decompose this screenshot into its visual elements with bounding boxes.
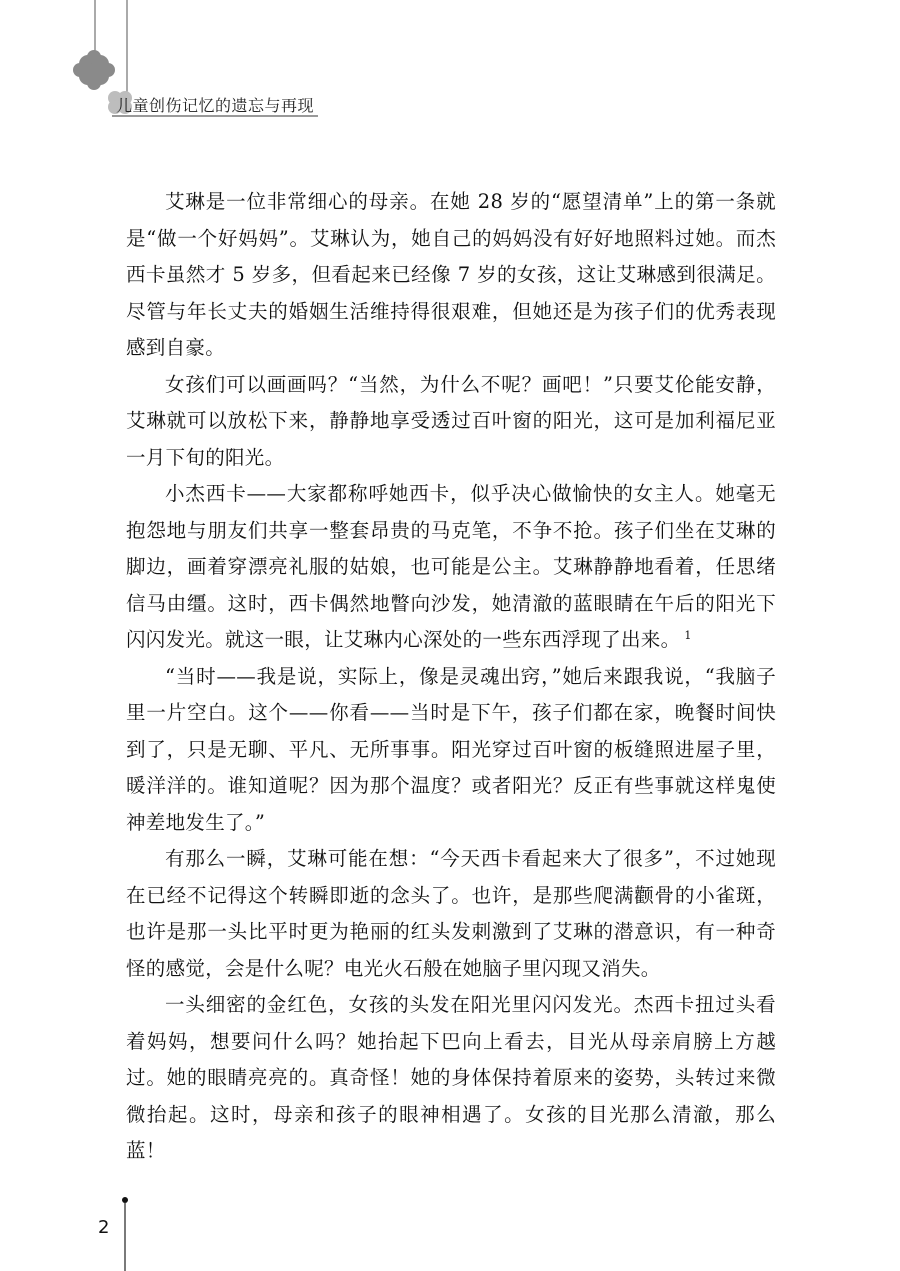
paragraph-1: 艾琳是一位非常细心的母亲。在她 28 岁的“愿望清单”上的第一条就是“做一个好妈妈”。艾琳认为，她自己的妈妈没有好好地照料过她。而杰西卡虽然才 5 岁多，但看起来已经像 7 岁的女孩，这让艾琳感到很满足。尽管与年长丈夫的婚姻生活维持得很艰难，但她还是为孩子们的优秀表现感到自豪。 (126, 190, 776, 359)
paragraph-3 (126, 476, 776, 659)
running-title: 儿童创伤记忆的遗忘与再现 (116, 96, 315, 115)
footnote-marker[interactable]: 1 (684, 628, 692, 642)
flower-ornament-icon (73, 50, 115, 90)
paragraph-6: 一头细密的金红色，女孩的头发在阳光里闪闪发光。杰西卡扭过头看着妈妈，想要问什么吗？她抬起下巴向上看去，目光从母亲肩膀上方越过。她的眼睛亮亮的。真奇怪！她的身体保持着原来的姿势，头转过来微微抬起。这时，母亲和孩子的眼神相遇了。女孩的目光那么清澈，那么蓝！ (126, 993, 776, 1162)
footer-ornament (0, 1190, 140, 1271)
paragraph-3-text: 小杰西卡——大家都称呼她西卡，似乎决心做愉快的女主人。她毫无抱怨地与朋友们共享一整套昂贵的马克笔，不争不抢。孩子们坐在艾琳的脚边，画着穿漂亮礼服的姑娘，也可能是公主。艾琳静静地看着，任思绪信马由缰。这时，西卡偶然地瞥向沙发，她清澈的蓝眼睛在午后的阳光下闪闪发光。就这一眼，让艾琳内心深处的一些东西浮现了出来。 (126, 482, 776, 651)
paragraph-4: “当时——我是说，实际上，像是灵魂出窍，”她后来跟我说，“我脑子里一片空白。这个——你看——当时是下午，孩子们都在家，晚餐时间快到了，只是无聊、平凡、无所事事。阳光穿过百叶窗的板缝照进屋子里，暖洋洋的。谁知道呢？因为那个温度？或者阳光？反正有些事就这样鬼使神差地发生了。” (126, 664, 776, 834)
page-number: 2 (98, 1217, 110, 1238)
paragraph-2: 女孩们可以画画吗？“当然，为什么不呢？画吧！”只要艾伦能安静，艾琳就可以放松下来，静静地享受透过百叶窗的阳光，这可是加利福尼亚一月下旬的阳光。 (126, 372, 776, 469)
body-text (126, 184, 776, 1170)
paragraph-5: 有那么一瞬，艾琳可能在想：“今天西卡看起来大了很多”，不过她现在已经不记得这个转瞬即逝的念头了。也许，是那些爬满颧骨的小雀斑，也许是那一头比平时更为艳丽的红头发刺激到了艾琳的潜意识，有一种奇怪的感觉，会是什么呢？电光火石般在她脑子里闪现又消失。 (126, 847, 776, 980)
